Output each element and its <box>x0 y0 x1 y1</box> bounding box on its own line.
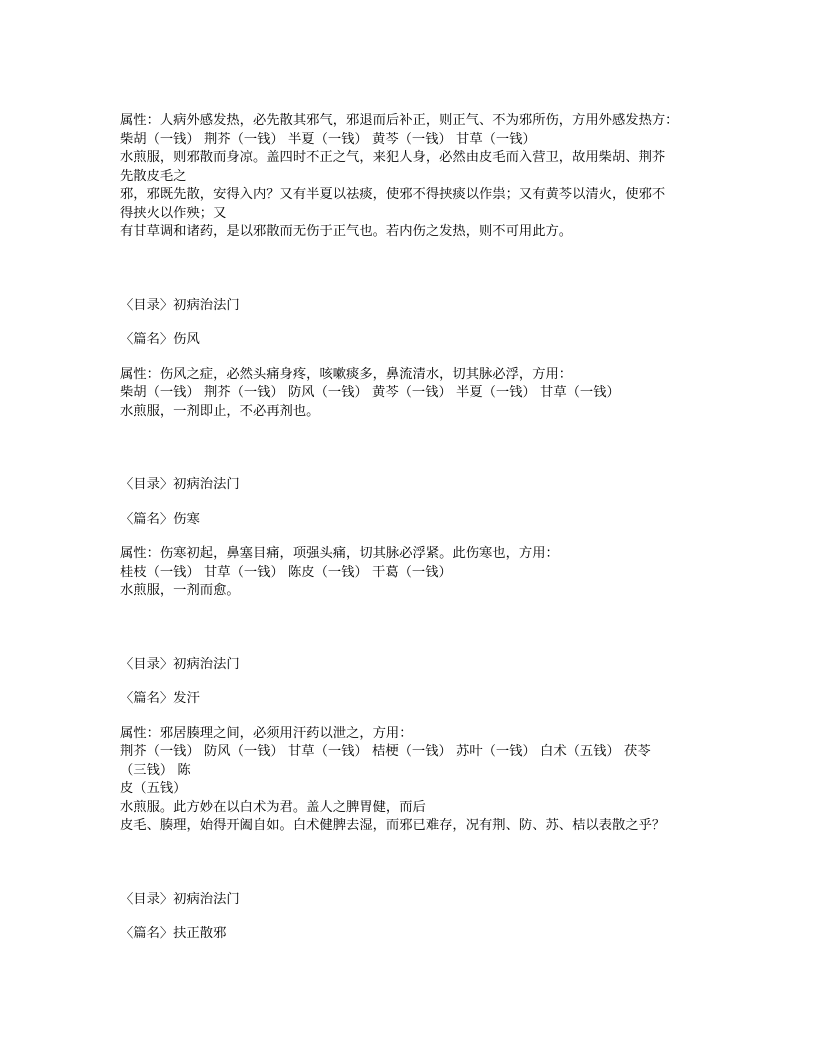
text-line: 属性：邪居腠理之间，必须用汗药以泄之，方用： <box>120 725 413 741</box>
text-line: 邪，邪既先散，安得入内？又有半夏以祛痰，使邪不得挟痰以作祟；又有黄芩以清火，使邪不 <box>120 187 666 202</box>
text-line: 有甘草调和诸药，是以邪散而无伤于正气也。若内伤之发热，则不可用此方。 <box>120 224 573 239</box>
text-line: 属性：伤风之症，必然头痛身疼，咳嗽痰多，鼻流清水，切其脉必浮，方用： <box>120 366 573 382</box>
paragraph-fahan <box>120 725 700 836</box>
chapter-title: 〈篇名〉伤风 <box>120 332 200 347</box>
document-page <box>120 112 700 944</box>
text-line: 属性：人病外感发热，必先散其邪气，邪退而后补正，则正气、不为邪所伤，方用外感发热方： <box>120 113 679 128</box>
catalog-heading: 〈目录〉初病治法门 <box>120 891 240 907</box>
chapter-title: 〈篇名〉扶正散邪 <box>120 926 227 941</box>
catalog-heading: 〈目录〉初病治法门 <box>120 477 240 492</box>
text-line: 皮（五钱） <box>120 781 187 796</box>
chapter-title: 〈篇名〉发汗 <box>120 691 200 706</box>
text-line: 得挟火以作殃；又 <box>120 205 227 221</box>
catalog-heading: 〈目录〉初病治法门 <box>120 656 240 672</box>
paragraph-shangfeng <box>120 366 700 422</box>
catalog-heading: 〈目录〉初病治法门 <box>120 297 240 313</box>
text-line: 水煎服，一剂即止，不必再剂也。 <box>120 403 320 419</box>
text-line: 桂枝（一钱） 甘草（一钱） 陈皮（一钱） 干葛（一钱） <box>120 564 452 580</box>
text-line: 水煎服。此方妙在以白术为君。盖人之脾胃健，而后 <box>120 799 426 815</box>
text-line: 先散皮毛之 <box>120 168 187 184</box>
text-line: 柴胡（一钱） 荆芥（一钱） 防风（一钱） 黄芩（一钱） 半夏（一钱） 甘草（一钱） <box>120 385 620 400</box>
text-line: 皮毛、腠理，始得开阖自如。白术健脾去湿，而邪已难存，况有荆、防、苏、桔以表散之乎？ <box>120 818 666 833</box>
text-line: 柴胡（一钱） 荆芥（一钱） 半夏（一钱） 黄芩（一钱） 甘草（一钱） <box>120 131 536 147</box>
text-line: （三钱） 陈 <box>120 762 191 778</box>
paragraph-shanghan <box>120 545 700 601</box>
text-line: 水煎服，则邪散而身凉。盖四时不正之气，来犯人身，必然由皮毛而入营卫，故用柴胡、荆芥 <box>120 150 666 165</box>
paragraph-waigan-fare <box>120 112 700 242</box>
chapter-title: 〈篇名〉伤寒 <box>120 511 200 527</box>
text-line: 属性：伤寒初起，鼻塞目痛，项强头痛，切其脉必浮紧。此伤寒也，方用： <box>120 546 559 561</box>
text-line: 荆芥（一钱） 防风（一钱） 甘草（一钱） 桔梗（一钱） 苏叶（一钱） 白术（五钱） 茯苓 <box>120 744 651 759</box>
text-line: 水煎服，一剂而愈。 <box>120 583 240 598</box>
